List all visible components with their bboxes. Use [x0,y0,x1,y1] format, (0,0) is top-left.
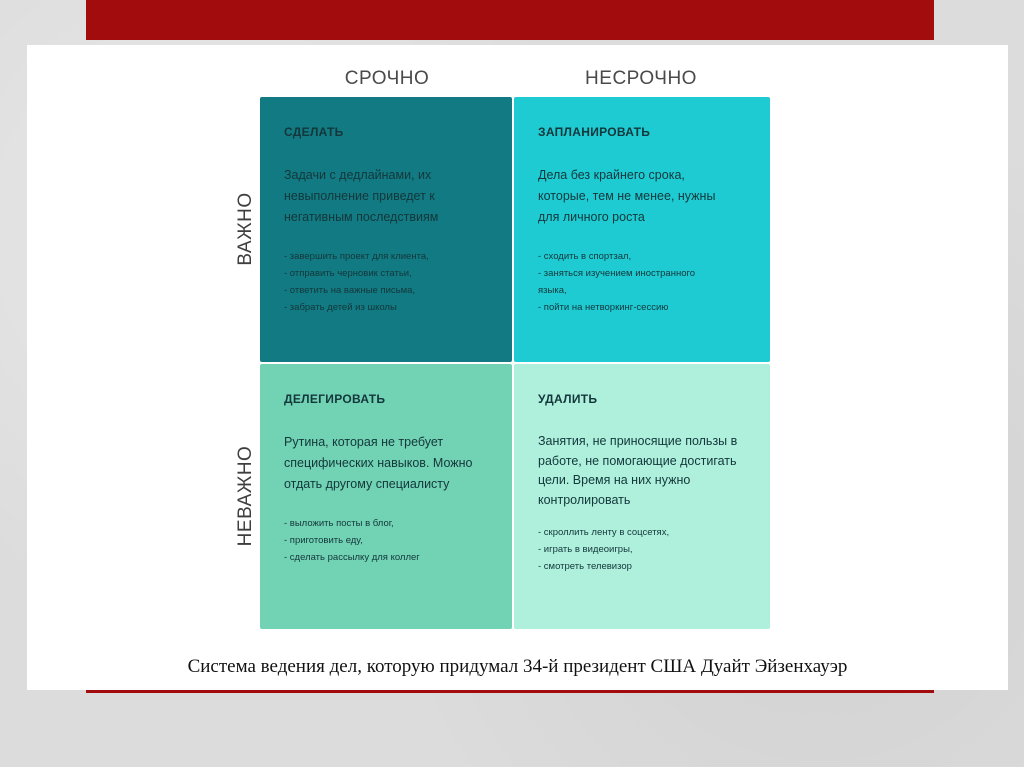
quadrant-description: Рутина, которая не требует специфических навыков. Можно отдать другому специалисту [284,435,473,491]
quadrant-examples [538,524,748,575]
list-item: - сделать рассылку для коллег [284,552,420,563]
quadrant-title: СДЕЛАТЬ [284,125,344,139]
quadrant-plan [514,97,770,362]
quadrant-examples [284,515,490,566]
list-item: - сходить в спортзал, [538,251,632,262]
list-item: - скроллить ленту в соцсетях, [538,527,670,538]
top-red-bar [86,0,934,40]
list-item: - смотреть телевизор [538,561,632,572]
slide-caption: Система ведения дел, которую придумал 34-й президент США Дуайт Эйзенхауэр [187,656,848,677]
quadrant-do [260,97,512,362]
quadrant-delete [514,364,770,629]
bottom-red-line [86,690,934,693]
list-item: - ответить на важные письма, [284,285,416,296]
list-item: - отправить черновик статьи, [284,268,412,279]
column-header-urgent: СРОЧНО [344,68,430,89]
list-item: - приготовить еду, [284,535,363,546]
quadrant-title: ЗАПЛАНИРОВАТЬ [538,125,651,139]
quadrant-title: ДЕЛЕГИРОВАТЬ [284,392,386,406]
list-item: - играть в видеоигры, [538,544,633,555]
list-item: - завершить проект для клиента, [284,251,429,262]
list-item: - выложить посты в блог, [284,518,394,529]
list-item: - заняться изучением иностранного языка, [538,268,696,296]
quadrant-examples [284,248,490,316]
row-header-not-important: НЕВАЖНО [235,445,256,547]
quadrant-description: Дела без крайнего срока, которые, тем не менее, нужны для личного роста [538,168,716,224]
list-item: - забрать детей из школы [284,302,397,313]
column-header-not-urgent: НЕСРОЧНО [585,68,697,89]
row-header-important: ВАЖНО [235,192,256,266]
quadrant-title: УДАЛИТЬ [538,392,598,406]
quadrant-delegate [260,364,512,629]
quadrant-description: Занятия, не приносящие пользы в работе, не помогающие достигать цели. Время на них нужно контролировать [538,434,738,507]
quadrant-examples [538,248,698,316]
list-item: - пойти на нетворкинг-сессию [538,302,669,313]
quadrant-description: Задачи с дедлайнами, их невыполнение приведет к негативным последствиям [284,168,439,224]
